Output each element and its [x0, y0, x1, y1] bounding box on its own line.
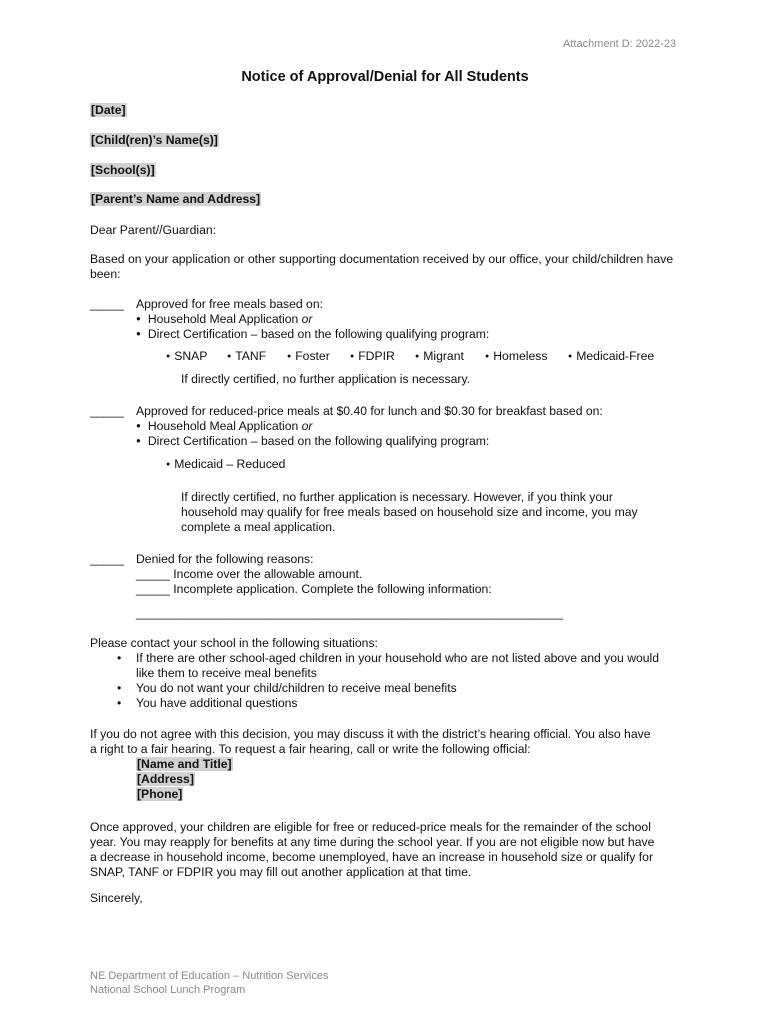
closing-line2: year. You may reapply for benefits at any time during the school year. If you are not eligible now but have	[90, 835, 655, 849]
denied-reason-incomplete: _____ Incomplete application. Complete the following information:	[136, 582, 492, 596]
school-field: [School(s)]	[91, 163, 155, 177]
salutation: Dear Parent//Guardian:	[90, 223, 217, 237]
reduced-note-line2: household may qualify for free meals based on household size and income, you may	[181, 505, 638, 519]
children-name-field: [Child(ren)’s Name(s)]	[91, 133, 218, 147]
date-field: [Date]	[91, 103, 126, 117]
denied-info-line: _______________________________________________________________	[136, 606, 564, 620]
contact-heading: Please contact your school in the following situations:	[90, 636, 378, 650]
hearing-official-name: [Name and Title]	[137, 757, 232, 771]
hearing-line2: a right to a fair hearing. To request a fair hearing, call or write the following official:	[90, 742, 531, 756]
program-medicaid-free: ● Medicaid-Free	[568, 349, 654, 366]
program-fdpir: ● FDPIR	[350, 349, 395, 366]
reduced-note-line3: complete a meal application.	[181, 520, 336, 534]
footer-line2: National School Lunch Program	[90, 984, 246, 996]
reduced-note-line1: If directly certified, no further application is necessary. However, if you think your	[181, 490, 613, 504]
reduced-blank: _____	[90, 404, 124, 418]
free-heading: Approved for free meals based on:	[136, 297, 323, 311]
program-tanf: ● TANF	[227, 349, 266, 366]
free-blank: _____	[90, 297, 124, 311]
intro-paragraph: Based on your application or other supporting documentation received by our office, your child/children have been:	[90, 252, 674, 281]
program-migrant: ● Migrant	[415, 349, 464, 366]
signoff: Sincerely,	[90, 891, 143, 905]
attachment-label: Attachment D: 2022-23	[563, 38, 677, 50]
parent-field: [Parent’s Name and Address]	[91, 192, 261, 206]
closing-line3: a decrease in household income, become unemployed, have an increase in household size or qualify for	[90, 850, 654, 864]
closing-line4: SNAP, TANF or FDPIR you may fill out another application at that time.	[90, 865, 472, 879]
denied-blank: _____	[90, 552, 124, 566]
contact-bullet-3: •	[117, 696, 122, 710]
contact-bullet-2: •	[117, 681, 122, 695]
denied-reason-income: _____ Income over the allowable amount.	[136, 567, 363, 581]
free-note: If directly certified, no further application is necessary.	[181, 372, 471, 386]
program-medicaid-reduced: ● Medicaid – Reduced	[166, 457, 285, 474]
contact-bullet-1: •	[117, 651, 122, 665]
contact-item-1b: like them to receive meal benefits	[136, 666, 317, 680]
hearing-official-address: [Address]	[137, 772, 194, 786]
program-foster: ● Foster	[287, 349, 330, 366]
reduced-heading: Approved for reduced-price meals at $0.40 for lunch and $0.30 for breakfast based on:	[136, 404, 603, 418]
hearing-line1: If you do not agree with this decision, you may discuss it with the district’s hearing official. You also have	[90, 727, 651, 741]
reduced-item-application: ● Household Meal Application or	[136, 419, 313, 435]
free-item-application: ● Household Meal Application or	[136, 312, 313, 328]
footer	[90, 969, 328, 997]
closing-line1: Once approved, your children are eligible for free or reduced-price meals for the remainder of the school	[90, 820, 651, 834]
page-title: Notice of Approval/Denial for All Students	[241, 69, 529, 85]
program-homeless: ● Homeless	[485, 349, 547, 366]
program-snap: ● SNAP	[166, 349, 207, 366]
contact-item-3: You have additional questions	[136, 696, 298, 710]
hearing-official-phone: [Phone]	[137, 787, 183, 801]
denied-heading: Denied for the following reasons:	[136, 552, 314, 566]
contact-item-1a: If there are other school-aged children in your household who are not listed above and you would	[136, 651, 660, 665]
contact-item-2: You do not want your child/children to receive meal benefits	[136, 681, 457, 695]
free-item-direct-cert: ● Direct Certification – based on the following qualifying program:	[136, 327, 489, 343]
footer-line1: NE Department of Education – Nutrition Services	[90, 970, 329, 982]
reduced-item-direct-cert: ● Direct Certification – based on the following qualifying program:	[136, 434, 489, 450]
